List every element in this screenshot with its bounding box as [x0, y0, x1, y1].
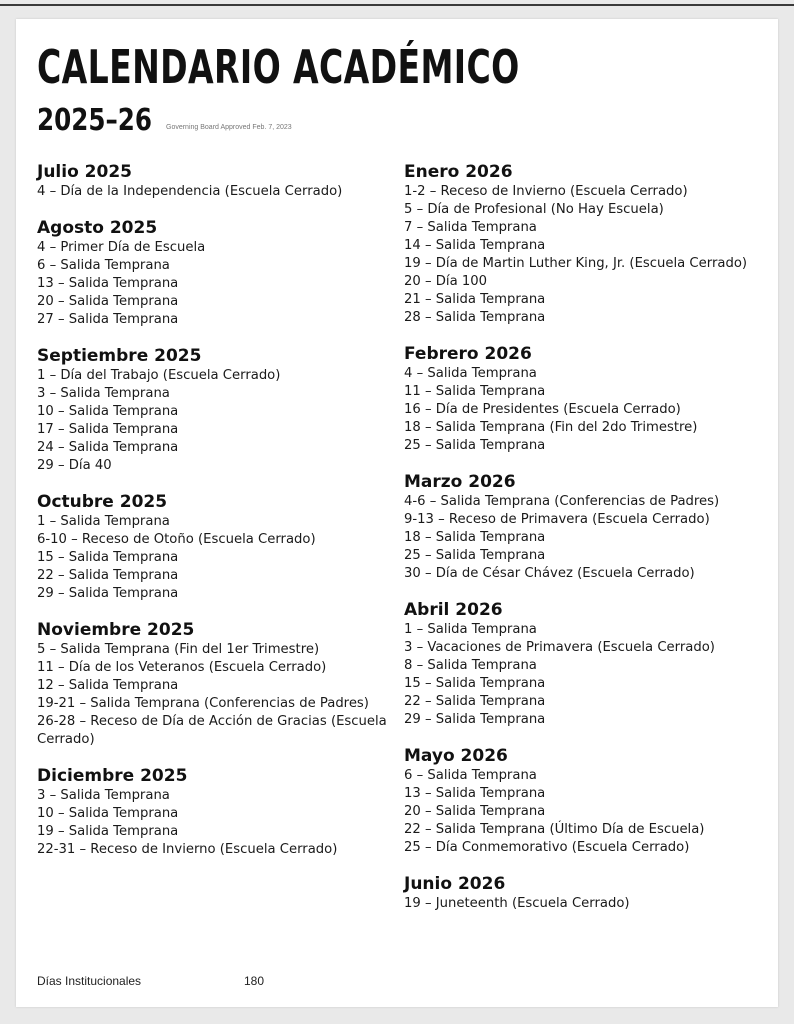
event-item: 6-10 – Receso de Otoño (Escuela Cerrado) [37, 532, 316, 547]
event-item: 22 – Salida Temprana [37, 568, 179, 583]
event-item: 6 – Salida Temprana [37, 258, 170, 273]
event-item: 1 – Salida Temprana [404, 622, 537, 637]
event-item: 25 – Salida Temprana [404, 548, 546, 563]
month-section [404, 746, 754, 857]
event-item: 27 – Salida Temprana [37, 312, 179, 327]
event-item: 25 – Día Conmemorativo (Escuela Cerrado) [404, 840, 690, 855]
month-heading: Febrero 2026 [404, 344, 532, 364]
event-item: 18 – Salida Temprana [404, 530, 546, 545]
event-item: 25 – Salida Temprana [404, 438, 546, 453]
event-item: 3 – Salida Temprana [37, 386, 170, 401]
event-item: 3 – Vacaciones de Primavera (Escuela Cerrado) [404, 640, 715, 655]
event-item: 20 – Salida Temprana [37, 294, 179, 309]
event-item: 8 – Salida Temprana [404, 658, 537, 673]
month-section [37, 492, 387, 603]
event-item: 4-6 – Salida Temprana (Conferencias de Padres) [404, 494, 720, 509]
month-heading: Mayo 2026 [404, 746, 508, 766]
month-section [404, 162, 754, 327]
month-section [404, 600, 754, 729]
month-heading: Marzo 2026 [404, 472, 516, 492]
month-heading: Octubre 2025 [37, 492, 168, 512]
month-heading: Abril 2026 [404, 600, 503, 620]
event-item: 24 – Salida Temprana [37, 440, 179, 455]
event-list [37, 513, 387, 603]
event-item: 15 – Salida Temprana [404, 676, 546, 691]
event-item: 26-28 – Receso de Día de Acción de Gracias (Escuela Cerrado) [37, 714, 387, 747]
event-list [404, 183, 754, 327]
footer-day-count: 180 [244, 974, 265, 988]
event-list [404, 767, 754, 857]
month-section [404, 874, 754, 913]
month-heading: Diciembre 2025 [37, 766, 188, 786]
month-section [37, 620, 387, 749]
event-item: 13 – Salida Temprana [404, 786, 546, 801]
event-item: 1-2 – Receso de Invierno (Escuela Cerrado) [404, 184, 688, 199]
footer-label: Días Institucionales [37, 974, 142, 988]
event-item: 19-21 – Salida Temprana (Conferencias de Padres) [37, 696, 369, 711]
event-list [37, 183, 387, 201]
page-title: CALENDARIO ACADÉMICO [37, 40, 520, 94]
event-item: 11 – Día de los Veteranos (Escuela Cerrado) [37, 660, 327, 675]
event-list [37, 787, 387, 859]
event-item: 10 – Salida Temprana [37, 806, 179, 821]
event-item: 22-31 – Receso de Invierno (Escuela Cerrado) [37, 842, 338, 857]
month-section [37, 766, 387, 859]
event-item: 12 – Salida Temprana [37, 678, 179, 693]
event-item: 1 – Salida Temprana [37, 514, 170, 529]
event-item: 1 – Día del Trabajo (Escuela Cerrado) [37, 368, 281, 383]
event-list [37, 367, 387, 475]
month-section [404, 344, 754, 455]
event-item: 5 – Salida Temprana (Fin del 1er Trimestre) [37, 642, 320, 657]
event-item: 3 – Salida Temprana [37, 788, 170, 803]
event-item: 4 – Primer Día de Escuela [37, 240, 206, 255]
event-item: 9-13 – Receso de Primavera (Escuela Cerrado) [404, 512, 710, 527]
event-item: 22 – Salida Temprana (Último Día de Escuela) [404, 822, 705, 837]
event-item: 22 – Salida Temprana [404, 694, 546, 709]
month-heading: Septiembre 2025 [37, 346, 202, 366]
event-item: 20 – Día 100 [404, 274, 488, 289]
event-item: 4 – Día de la Independencia (Escuela Cerrado) [37, 184, 343, 199]
event-item: 5 – Día de Profesional (No Hay Escuela) [404, 202, 664, 217]
event-list [37, 641, 387, 749]
school-year: 2025–26 [37, 103, 153, 138]
event-item: 10 – Salida Temprana [37, 404, 179, 419]
event-item: 14 – Salida Temprana [404, 238, 546, 253]
event-item: 29 – Salida Temprana [404, 712, 546, 727]
event-item: 20 – Salida Temprana [404, 804, 546, 819]
event-item: 19 – Salida Temprana [37, 824, 179, 839]
event-item: 16 – Día de Presidentes (Escuela Cerrado) [404, 402, 681, 417]
event-item: 4 – Salida Temprana [404, 366, 537, 381]
event-item: 29 – Día 40 [37, 458, 112, 473]
event-item: 17 – Salida Temprana [37, 422, 179, 437]
event-item: 11 – Salida Temprana [404, 384, 546, 399]
month-heading: Junio 2026 [404, 874, 506, 894]
event-item: 6 – Salida Temprana [404, 768, 537, 783]
right-column [404, 162, 754, 930]
approval-note: Governing Board Approved Feb. 7, 2023 [166, 124, 292, 131]
event-item: 18 – Salida Temprana (Fin del 2do Trimestre) [404, 420, 698, 435]
document-page [16, 19, 778, 1007]
event-item: 29 – Salida Temprana [37, 586, 179, 601]
event-item: 7 – Salida Temprana [404, 220, 537, 235]
month-heading: Julio 2025 [37, 162, 132, 182]
month-heading: Agosto 2025 [37, 218, 158, 238]
month-section [37, 346, 387, 475]
month-heading: Enero 2026 [404, 162, 513, 182]
event-item: 15 – Salida Temprana [37, 550, 179, 565]
event-item: 13 – Salida Temprana [37, 276, 179, 291]
top-border-line [0, 4, 794, 6]
event-item: 19 – Día de Martin Luther King, Jr. (Escuela Cerrado) [404, 256, 748, 271]
month-heading: Noviembre 2025 [37, 620, 195, 640]
event-list [404, 621, 754, 729]
event-item: 21 – Salida Temprana [404, 292, 546, 307]
month-section [37, 218, 387, 329]
event-item: 28 – Salida Temprana [404, 310, 546, 325]
event-item: 19 – Juneteenth (Escuela Cerrado) [404, 896, 630, 911]
event-item: 30 – Día de César Chávez (Escuela Cerrado) [404, 566, 695, 581]
left-column [37, 162, 387, 876]
event-list [404, 365, 754, 455]
event-list [37, 239, 387, 329]
event-list [404, 493, 754, 583]
month-section [37, 162, 387, 201]
month-section [404, 472, 754, 583]
event-list [404, 895, 754, 913]
